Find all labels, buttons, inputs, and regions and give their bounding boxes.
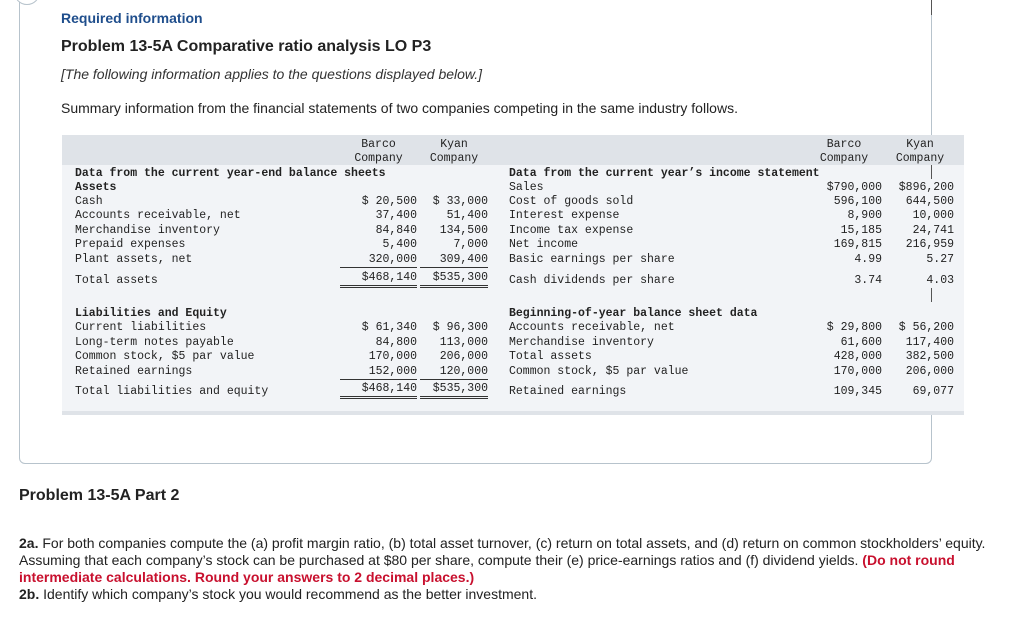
asset-label: Cash [75, 195, 103, 208]
beginning-label: Accounts receivable, net [509, 321, 675, 334]
part-title: Problem 13-5A Part 2 [19, 487, 180, 504]
beginning-kyan-value: $ 56,200 [898, 321, 954, 334]
liability-kyan-value: 206,000 [439, 350, 488, 363]
income-kyan-value: 10,000 [912, 209, 954, 222]
beginning-label: Total assets [509, 350, 592, 363]
beginning-barco-value: 109,345 [833, 385, 882, 398]
question-2a-text: For both companies compute the (a) profit margin ratio, (b) total asset turnover, (c) return on total assets, and (d) return on common stockholders’ equity. Assuming that each company’s stock can be purchased at $80 per share, compute their (e) price-earnings ratios and (f) dividend yields. [19, 535, 986, 568]
income-barco-value: 15,185 [840, 224, 882, 237]
liability-barco-value: 84,800 [375, 336, 417, 349]
beginning-label: Merchandise inventory [509, 336, 654, 349]
beginning-balance-heading: Beginning-of-year balance sheet data [509, 307, 758, 320]
beginning-kyan-value: 382,500 [905, 350, 954, 363]
col-header-company-kyan-right: Company [895, 152, 945, 165]
total-liabilities-kyan: $535,300 [420, 382, 488, 399]
beginning-label: Retained earnings [509, 385, 627, 398]
question-2b-text: Identify which company’s stock you would recommend as the better investment. [39, 586, 537, 602]
asset-label: Accounts receivable, net [75, 209, 241, 222]
liability-barco-value: 152,000 [340, 365, 417, 380]
col-header-company-barco-left: Company [354, 152, 403, 165]
asset-kyan-value: $ 33,000 [432, 195, 488, 208]
beginning-barco-value: 61,600 [840, 336, 882, 349]
beginning-kyan-value: 117,400 [905, 336, 954, 349]
income-barco-value: 3.74 [854, 274, 882, 287]
beginning-kyan-value: 69,077 [912, 385, 954, 398]
liability-kyan-value: 113,000 [439, 336, 488, 349]
question-2b-number: 2b. [19, 586, 40, 602]
income-label: Net income [509, 238, 579, 251]
asset-label: Prepaid expenses [75, 238, 186, 251]
question-2a-number: 2a. [19, 535, 39, 551]
beginning-kyan-value: 206,000 [905, 365, 954, 378]
asset-kyan-value: 7,000 [453, 238, 488, 251]
total-liabilities-barco: $468,140 [340, 382, 417, 399]
total-assets-barco: $468,140 [340, 271, 417, 288]
liability-label: Retained earnings [75, 365, 193, 378]
income-label: Cost of goods sold [509, 195, 634, 208]
income-barco-value: 596,100 [833, 195, 882, 208]
beginning-label: Common stock, $5 par value [509, 365, 689, 378]
liability-barco-value: 170,000 [368, 350, 417, 363]
cursor-line [931, 165, 932, 179]
liability-label: Current liabilities [75, 321, 207, 334]
income-kyan-value: 216,959 [905, 238, 954, 251]
summary-text: Summary information from the financial statements of two companies competing in the same industry follows. [61, 100, 738, 116]
cursor-line [931, 0, 932, 15]
assets-heading: Assets [75, 181, 117, 194]
applies-note: [The following information applies to the questions displayed below.] [61, 66, 483, 82]
col-header-barco-left: Barco [361, 138, 396, 151]
col-header-kyan-left: Kyan [440, 138, 468, 151]
income-kyan-value: $896,200 [898, 181, 954, 194]
col-header-barco-right: Barco [826, 138, 862, 151]
total-liabilities-label: Total liabilities and equity [75, 385, 269, 398]
balance-sheet-heading: Data from the current year-end balance sheets [75, 167, 386, 180]
cursor-line [931, 288, 932, 302]
required-information-heading: Required information [61, 10, 203, 26]
income-label: Cash dividends per share [509, 274, 675, 287]
col-header-company-barco-right: Company [819, 152, 869, 165]
income-barco-value: 8,900 [847, 209, 882, 222]
asset-barco-value: 84,840 [375, 224, 417, 237]
liability-barco-value: $ 61,340 [361, 321, 417, 334]
income-barco-value: 169,815 [833, 238, 882, 251]
col-header-company-kyan-left: Company [429, 152, 479, 165]
asset-kyan-value: 134,500 [439, 224, 488, 237]
income-label: Interest expense [509, 209, 620, 222]
income-barco-value: 4.99 [854, 253, 882, 266]
asset-kyan-value: 51,400 [446, 209, 488, 222]
total-assets-kyan: $535,300 [420, 271, 488, 288]
asset-barco-value: 37,400 [375, 209, 417, 222]
asset-barco-value: 320,000 [340, 253, 417, 268]
income-statement-heading: Data from the current year’s income statement [509, 167, 820, 180]
asset-barco-value: 5,400 [382, 238, 417, 251]
liability-kyan-value: 120,000 [420, 365, 488, 380]
income-kyan-value: 24,741 [912, 224, 954, 237]
liability-label: Common stock, $5 par value [75, 350, 255, 363]
total-assets-label: Total assets [75, 274, 158, 287]
income-kyan-value: 5.27 [926, 253, 954, 266]
asset-kyan-value: 309,400 [420, 253, 488, 268]
col-header-kyan-right: Kyan [906, 138, 934, 151]
beginning-barco-value: $ 29,800 [826, 321, 882, 334]
asset-barco-value: $ 20,500 [361, 195, 417, 208]
liabilities-heading: Liabilities and Equity [75, 307, 227, 320]
beginning-barco-value: 428,000 [833, 350, 882, 363]
beginning-barco-value: 170,000 [833, 365, 882, 378]
rounding-instruction: (Do not round intermediate calculations. Round your answers to 2 decimal places.) [19, 552, 955, 585]
income-barco-value: $790,000 [826, 181, 882, 194]
liability-label: Long-term notes payable [75, 336, 234, 349]
income-kyan-value: 644,500 [905, 195, 954, 208]
question-text [19, 535, 1009, 603]
asset-label: Merchandise inventory [75, 224, 220, 237]
income-label: Sales [509, 181, 544, 194]
liability-kyan-value: $ 96,300 [432, 321, 488, 334]
income-label: Basic earnings per share [509, 253, 675, 266]
problem-title: Problem 13-5A Comparative ratio analysis LO P3 [61, 38, 432, 55]
income-label: Income tax expense [509, 224, 634, 237]
asset-label: Plant assets, net [75, 253, 193, 266]
income-kyan-value: 4.03 [926, 274, 954, 287]
panel-corner-badge [14, 0, 40, 5]
